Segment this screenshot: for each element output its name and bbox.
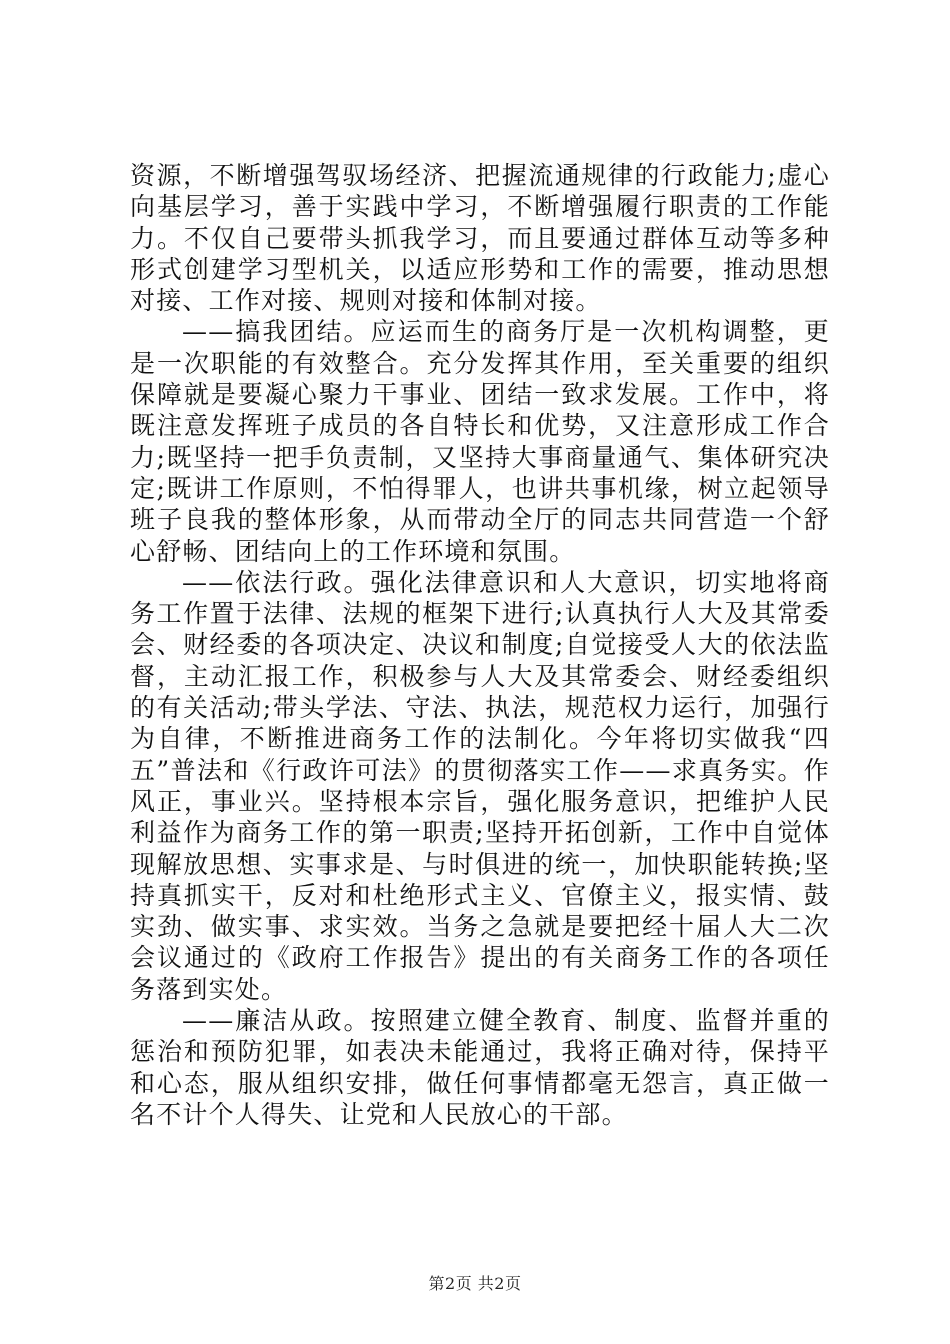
paragraph-4: ——廉洁从政。按照建立健全教育、制度、监督并重的惩治和预防犯罪，如表决未能通过，我将正确对待，保持平和心态，服从组织安排，做任何事情都毫无怨言，真正做一名不计个人得失、让党和人民放心的干部。 [130,1006,830,1129]
paragraph-1: 资源，不断增强驾驭场经济、把握流通规律的行政能力;虚心向基层学习，善于实践中学习，不断增强履行职责的工作能力。不仅自己要带头抓我学习，而且要通过群体互动等多种形式创建学习型机关，以适应形势和工作的需要，推动思想对接、工作对接、规则对接和体制对接。 [130,161,830,316]
paragraph-2: ——搞我团结。应运而生的商务厅是一次机构调整，更是一次职能的有效整合。充分发挥其作用，至关重要的组织保障就是要凝心聚力干事业、团结一致求发展。工作中，将既注意发挥班子成员的各自特长和优势，又注意形成工作合力;既坚持一把手负责制，又坚持大事商量通气、集体研究决定;既讲工作原则，不怕得罪人，也讲共事机缘，树立起领导班子良我的整体形象，从而带动全厅的同志共同营造一个舒心舒畅、团结向上的工作环境和氛围。 [130,317,830,566]
page-number-footer: 第2页 共2页 [428,1274,522,1293]
paragraph-3: ——依法行政。强化法律意识和人大意识，切实地将商务工作置于法律、法规的框架下进行;认真执行人大及其常委会、财经委的各项决定、决议和制度;自觉接受人大的依法监督，主动汇报工作，积极参与人大及其常委会、财经委组织的有关活动;带头学法、守法、执法，规范权力运行，加强行为自律，不断推进商务工作的法制化。今年将切实做我“四五”普法和《行政许可法》的贯彻落实工作——求真务实。作风正，事业兴。坚持根本宗旨，强化服务意识，把维护人民利益作为商务工作的第一职责;坚持开拓创新，工作中自觉体现解放思想、实事求是、与时俱进的统一，加快职能转换;坚持真抓实干，反对和杜绝形式主义、官僚主义，报实情、鼓实劲、做实事、求实效。当务之急就是要把经十届人大二次会议通过的《政府工作报告》提出的有关商务工作的各项任务落到实处。 [130,567,830,1004]
document-body [130,160,830,1130]
